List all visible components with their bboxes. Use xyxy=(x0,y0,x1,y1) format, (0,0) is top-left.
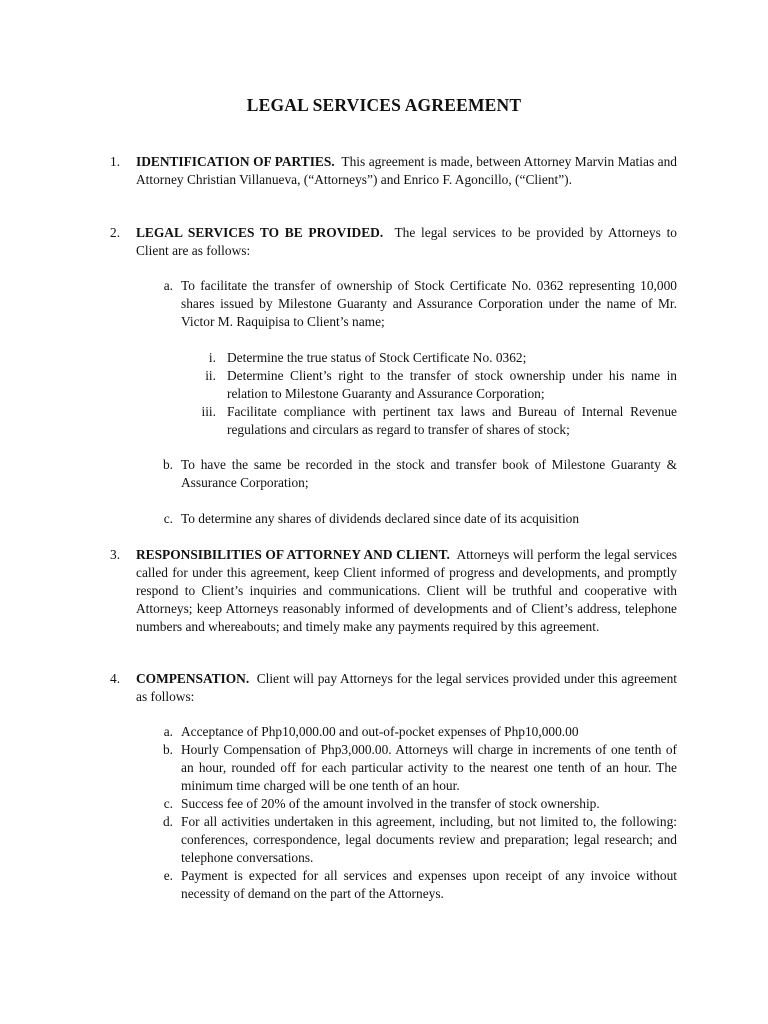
section-heading: LEGAL SERVICES TO BE PROVIDED. xyxy=(136,225,384,240)
item-label: b. xyxy=(162,742,173,757)
item-label: c. xyxy=(163,511,173,526)
item-text: Acceptance of Php10,000.00 and out-of-pocket expenses of Php10,000.00 xyxy=(181,724,579,739)
section-identification xyxy=(110,153,677,189)
list-item xyxy=(163,277,677,331)
subitem-label: iii. xyxy=(201,404,216,419)
list-item xyxy=(162,741,677,795)
item-text: To have the same be recorded in the stock and transfer book of Milestone Guaranty & Assurance Corporation; xyxy=(181,457,677,490)
list-item xyxy=(163,723,677,741)
subitem-label: i. xyxy=(208,350,216,365)
section-heading: RESPONSIBILITIES OF ATTORNEY AND CLIENT. xyxy=(136,547,450,562)
section-responsibilities xyxy=(110,546,677,636)
item-text: To determine any shares of dividends declared since date of its acquisition xyxy=(181,511,580,526)
subitem-label: ii. xyxy=(205,368,216,383)
item-label: b. xyxy=(162,457,173,472)
sub-list-item xyxy=(208,349,677,367)
item-label: d. xyxy=(162,814,173,829)
sub-list-item xyxy=(201,403,677,439)
item-text: To facilitate the transfer of ownership of Stock Certificate No. 0362 representing 10,000 shares issued by Milestone Guaranty and Assurance Corporation under the name of Mr. Victor M. Raquipisa to Client’s name; xyxy=(181,278,677,329)
list-item xyxy=(163,867,677,903)
subitem-text: Determine Client’s right to the transfer of stock ownership under his name in relation to Milestone Guaranty and Assurance Corporation; xyxy=(227,368,677,401)
section-number: 1. xyxy=(110,154,121,169)
list-item xyxy=(163,795,677,813)
section-text: This agreement is made, between Attorney Marvin Matias and Attorney Christian Villanueva, (“Attorneys”) and Enrico F. Agoncillo, (“Client”). xyxy=(136,154,677,187)
item-text: Payment is expected for all services and expenses upon receipt of any invoice without necessity of demand on the part of the Attorneys. xyxy=(181,868,677,901)
item-label: a. xyxy=(163,724,173,739)
section-text: Client will pay Attorneys for the legal services provided under this agreement as follows: xyxy=(136,671,677,704)
item-label: a. xyxy=(163,278,173,293)
subitem-text: Determine the true status of Stock Certificate No. 0362; xyxy=(227,350,527,365)
list-item xyxy=(162,456,677,492)
item-text: Success fee of 20% of the amount involved in the transfer of stock ownership. xyxy=(181,796,600,811)
item-text: Hourly Compensation of Php3,000.00. Attorneys will charge in increments of one tenth of an hour, rounded off for each particular activity to the nearest one tenth of an hour. The minimum time charged will be one tenth of an hour. xyxy=(181,742,677,793)
list-item xyxy=(162,813,677,867)
document-title: LEGAL SERVICES AGREEMENT xyxy=(246,95,522,115)
item-label: e. xyxy=(163,868,173,883)
section-text: The legal services to be provided by Attorneys to Client are as follows: xyxy=(136,225,677,258)
section-number: 4. xyxy=(110,671,121,686)
section-heading: COMPENSATION. xyxy=(136,671,250,686)
section-legal-services xyxy=(110,224,677,260)
list-item xyxy=(163,510,677,528)
subitem-text: Facilitate compliance with pertinent tax laws and Bureau of Internal Revenue regulations and circulars as regard to transfer of shares of stock; xyxy=(227,404,677,437)
section-number: 2. xyxy=(110,225,121,240)
section-number: 3. xyxy=(110,547,121,562)
section-heading: IDENTIFICATION OF PARTIES. xyxy=(136,154,335,169)
section-compensation xyxy=(110,670,677,706)
item-text: For all activities undertaken in this agreement, including, but not limited to, the following: conferences, correspondence, legal documents review and preparation; legal research; and telephone conversations. xyxy=(181,814,677,865)
item-label: c. xyxy=(163,796,173,811)
section-text: Attorneys will perform the legal services called for under this agreement, keep Client informed of progress and developments, and promptly respond to Client’s inquiries and communications. Client will be truthful and cooperative with Attorneys; keep Attorneys reasonably informed of developments and of Client’s address, telephone numbers and whereabouts; and timely make any payments required by this agreement. xyxy=(136,547,677,634)
sub-list-item xyxy=(205,367,677,403)
